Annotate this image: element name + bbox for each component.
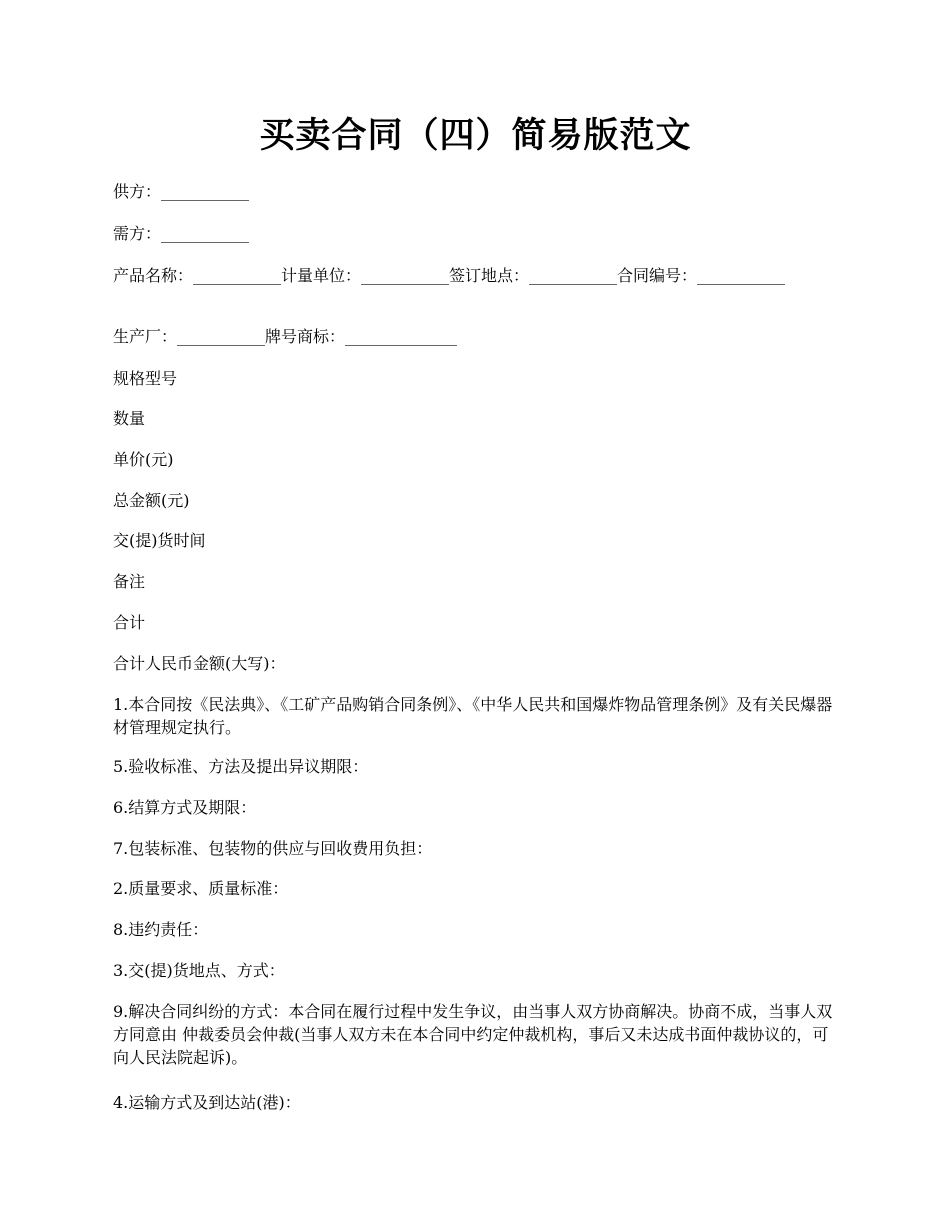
- delivery-time-line: 交(提)货时间: [113, 531, 206, 550]
- product-info-line: 产品名称：___________计量单位：___________签订地点：___________合同编号：___________: [113, 266, 786, 285]
- clause-9: 9.解决合同纠纷的方式：本合同在履行过程中发生争议，由当事人双方协商解决。协商不成，当事人双方同意由 仲裁委员会仲裁(当事人双方未在本合同中约定仲裁机构，事后又未达成书面仲裁协议的，可向人民法院起诉)。: [113, 1002, 833, 1067]
- remarks-line: 备注: [113, 572, 146, 591]
- subtotal-line: 合计: [113, 613, 146, 632]
- unit-price-line: 单价(元): [113, 450, 174, 469]
- rmb-amount-line: 合计人民币金额(大写)：: [113, 654, 286, 673]
- supplier-line: 供方：___________: [113, 182, 250, 201]
- clause-2: 2.质量要求、质量标准：: [113, 879, 289, 898]
- clause-1: 1.本合同按《民法典》、《工矿产品购销合同条例》、《中华人民共和国爆炸物品管理条例》及有关民爆器材管理规定执行。: [113, 695, 833, 737]
- spec-line: 规格型号: [113, 369, 178, 388]
- clause-7: 7.包装标准、包装物的供应与回收费用负担：: [113, 839, 433, 858]
- clause-5: 5.验收标准、方法及提出异议期限：: [113, 757, 369, 776]
- clause-6: 6.结算方式及期限：: [113, 798, 257, 817]
- total-amount-line: 总金额(元): [113, 491, 190, 510]
- clause-3: 3.交(提)货地点、方式：: [113, 961, 285, 980]
- quantity-line: 数量: [113, 409, 146, 428]
- buyer-line: 需方：___________: [113, 224, 250, 243]
- document-title: 买卖合同（四）简易版范文: [259, 115, 692, 156]
- manufacturer-line: 生产厂：___________牌号商标：______________: [113, 327, 458, 346]
- clause-4: 4.运输方式及到达站(港)：: [113, 1093, 301, 1112]
- clause-8: 8.违约责任：: [113, 920, 209, 939]
